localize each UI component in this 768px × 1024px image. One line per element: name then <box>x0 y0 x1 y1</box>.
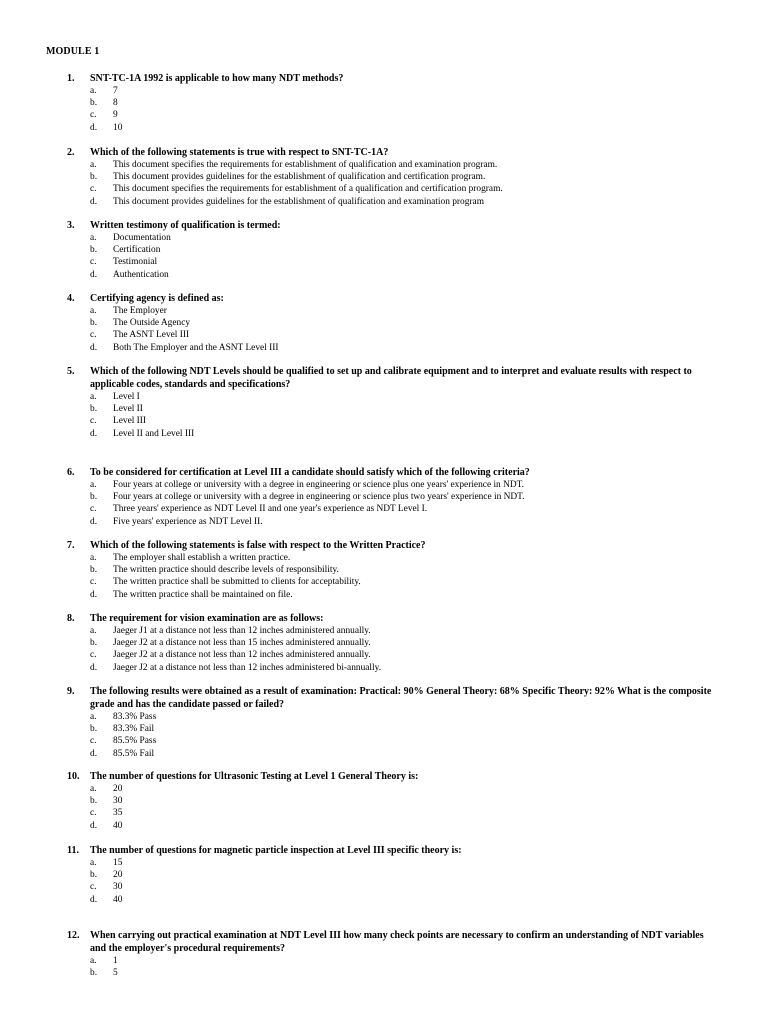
option-letter: d. <box>90 820 98 831</box>
option-text: The employer shall establish a written practice. <box>113 553 291 563</box>
option-text: 30 <box>113 882 123 893</box>
option-text: Documentation <box>113 233 171 243</box>
option-text: Authentication <box>113 269 169 280</box>
option-letter: a. <box>90 956 97 966</box>
option-letter: d. <box>90 662 98 673</box>
option-letter: b. <box>90 172 98 183</box>
option-letter: b. <box>90 638 98 649</box>
option <box>0 967 768 979</box>
option-letter: a. <box>90 306 97 316</box>
option-text: 8 <box>113 98 118 109</box>
option-text: Jaeger J2 at a distance not less than 15 inches administered annually. <box>113 638 371 649</box>
options-list <box>0 305 768 354</box>
option-text: Testimonial <box>113 257 158 268</box>
option-text: 35 <box>113 808 123 819</box>
option-text: Four years at college or university with a degree in engineering or science plus two years' experience in NDT. <box>113 492 525 503</box>
option-letter: d. <box>90 894 98 905</box>
option-text: 20 <box>113 784 123 794</box>
option <box>0 342 768 354</box>
option <box>0 783 768 795</box>
options-list <box>0 479 768 528</box>
question-3 <box>0 219 768 281</box>
option <box>0 894 768 906</box>
options-list <box>0 711 768 760</box>
option-letter: b. <box>90 245 98 256</box>
option-letter: b. <box>90 870 98 881</box>
option-letter: a. <box>90 784 97 794</box>
option-letter: b. <box>90 724 98 735</box>
option <box>0 196 768 208</box>
option-letter: a. <box>90 160 97 170</box>
option <box>0 479 768 491</box>
question-9 <box>0 685 768 760</box>
option <box>0 391 768 403</box>
option-text: 1 <box>113 956 118 966</box>
question-text: Which of the following NDT Levels should be qualified to set up and calibrate equipment and to interpret and evaluate results with respect to applicable codes, standards and specifications? <box>90 366 692 390</box>
question-10 <box>0 770 768 832</box>
option-letter: b. <box>90 404 98 415</box>
option <box>0 857 768 869</box>
question-8 <box>0 612 768 674</box>
option <box>0 723 768 735</box>
question-number: 1. <box>67 73 75 84</box>
option <box>0 869 768 881</box>
options-list <box>0 159 768 208</box>
option-text: Jaeger J2 at a distance not less than 12 inches administered bi-annually. <box>113 662 382 673</box>
option-text: 85.5% Fail <box>113 748 155 759</box>
option-letter: c. <box>90 416 97 427</box>
option <box>0 516 768 528</box>
question-number: 11. <box>67 845 79 856</box>
option-letter: a. <box>90 712 97 722</box>
question-2 <box>0 146 768 208</box>
option-letter: d. <box>90 269 98 280</box>
question-number: 2. <box>67 147 75 158</box>
option-letter: c. <box>90 577 97 588</box>
question-4 <box>0 292 768 354</box>
option-letter: d. <box>90 122 98 133</box>
option-text: The written practice shall be maintained on file. <box>113 589 293 600</box>
option-text: The written practice should describe levels of responsibility. <box>113 565 339 576</box>
option-text: Three years' experience as NDT Level II and one year's experience as NDT Level I. <box>113 504 428 515</box>
option-text: The written practice shall be submitted to clients for acceptability. <box>113 577 361 588</box>
question-text: Which of the following statements is true with respect to SNT-TC-1A? <box>90 147 389 158</box>
question-number: 4. <box>67 293 75 304</box>
question-text: The requirement for vision examination are as follows: <box>90 613 324 624</box>
option <box>0 748 768 760</box>
option-text: 40 <box>113 894 123 905</box>
option <box>0 552 768 564</box>
module-title: MODULE 1 <box>46 46 100 57</box>
option-text: This document provides guidelines for the establishment of qualification and certification program. <box>113 172 486 183</box>
option-text: This document provides guidelines for the establishment of qualification and examination program <box>113 196 484 207</box>
option-letter: a. <box>90 626 97 636</box>
option <box>0 171 768 183</box>
question-1 <box>0 72 768 134</box>
option-text: Jaeger J2 at a distance not less than 12 inches administered annually. <box>113 650 371 661</box>
option <box>0 305 768 317</box>
option <box>0 795 768 807</box>
option <box>0 589 768 601</box>
option-letter: c. <box>90 184 97 195</box>
option <box>0 269 768 281</box>
option-text: 15 <box>113 858 123 868</box>
option-text: Both The Employer and the ASNT Level III <box>113 342 279 353</box>
option <box>0 428 768 440</box>
option <box>0 317 768 329</box>
option-text: The Outside Agency <box>113 318 191 329</box>
option-letter: d. <box>90 516 98 527</box>
option <box>0 955 768 967</box>
options-list <box>0 625 768 674</box>
question-text: When carrying out practical examination at NDT Level III how many check points are necessary to confirm an understanding of NDT variables and the employer's procedural requirements? <box>90 930 704 954</box>
option <box>0 97 768 109</box>
option-letter: b. <box>90 968 98 979</box>
question-number: 12. <box>67 930 80 941</box>
question-number: 5. <box>67 366 75 377</box>
option <box>0 183 768 195</box>
option-letter: c. <box>90 330 97 341</box>
option-letter: d. <box>90 196 98 207</box>
option-letter: c. <box>90 504 97 515</box>
option <box>0 232 768 244</box>
option-text: Level III <box>113 416 147 427</box>
option <box>0 403 768 415</box>
options-list <box>0 783 768 832</box>
question-11 <box>0 844 768 906</box>
option-text: This document specifies the requirements for establishment of a qualification and certification program. <box>113 184 503 195</box>
option-text: 83.3% Fail <box>113 724 155 735</box>
option <box>0 564 768 576</box>
option <box>0 881 768 893</box>
option-letter: a. <box>90 553 97 563</box>
option-letter: a. <box>90 392 97 402</box>
option-letter: b. <box>90 565 98 576</box>
options-list <box>0 391 768 440</box>
option-text: 40 <box>113 820 123 831</box>
option-text: Four years at college or university with a degree in engineering or science plus one years' experience in NDT. <box>113 480 524 490</box>
question-7 <box>0 539 768 601</box>
option <box>0 807 768 819</box>
option-text: 85.5% Pass <box>113 736 157 747</box>
option <box>0 159 768 171</box>
option <box>0 637 768 649</box>
question-number: 10. <box>67 771 80 782</box>
option-letter: b. <box>90 98 98 109</box>
option-text: 83.3% Pass <box>113 712 157 722</box>
option <box>0 735 768 747</box>
question-number: 7. <box>67 540 75 551</box>
option-letter: a. <box>90 86 97 96</box>
question-text: Which of the following statements is false with respect to the Written Practice? <box>90 540 426 551</box>
option-letter: c. <box>90 808 97 819</box>
options-list <box>0 232 768 281</box>
option-text: The ASNT Level III <box>113 330 190 341</box>
question-text: The number of questions for Ultrasonic Testing at Level 1 General Theory is: <box>90 771 419 782</box>
option-text: Level I <box>113 392 140 402</box>
option-letter: d. <box>90 589 98 600</box>
question-text: Certifying agency is defined as: <box>90 293 224 304</box>
options-list <box>0 85 768 134</box>
option-text: Level II <box>113 404 143 415</box>
option-text: 5 <box>113 968 118 979</box>
option-text: Certification <box>113 245 161 256</box>
question-5 <box>0 365 768 440</box>
option-letter: c. <box>90 650 97 661</box>
option <box>0 256 768 268</box>
option <box>0 711 768 723</box>
question-text: The following results were obtained as a result of examination: Practical: 90% General Theory: 68% Specific Theory: 92% What is the composite grade and has the candidate passed or failed? <box>90 686 712 710</box>
option <box>0 576 768 588</box>
option-letter: b. <box>90 492 98 503</box>
option-letter: c. <box>90 110 97 121</box>
option-letter: c. <box>90 257 97 268</box>
options-list <box>0 857 768 906</box>
question-number: 6. <box>67 467 75 478</box>
option <box>0 85 768 97</box>
option-letter: d. <box>90 748 98 759</box>
option <box>0 503 768 515</box>
option-letter: a. <box>90 480 97 490</box>
option <box>0 625 768 637</box>
option-text: 9 <box>113 110 118 121</box>
option-text: Level II and Level III <box>113 428 195 439</box>
option-letter: d. <box>90 428 98 439</box>
option-text: 20 <box>113 870 123 881</box>
question-12 <box>0 929 768 979</box>
option-letter: a. <box>90 233 97 243</box>
question-text: SNT-TC-1A 1992 is applicable to how many NDT methods? <box>90 73 344 84</box>
option <box>0 649 768 661</box>
option-text: Jaeger J1 at a distance not less than 12 inches administered annually. <box>113 626 371 636</box>
option-letter: c. <box>90 736 97 747</box>
question-text: Written testimony of qualification is termed: <box>90 220 281 231</box>
option-letter: d. <box>90 342 98 353</box>
option <box>0 122 768 134</box>
option-text: The Employer <box>113 306 167 316</box>
option-text: 30 <box>113 796 123 807</box>
question-text: To be considered for certification at Level III a candidate should satisfy which of the following criteria? <box>90 467 530 478</box>
option-letter: b. <box>90 796 98 807</box>
options-list <box>0 955 768 979</box>
option-letter: b. <box>90 318 98 329</box>
option <box>0 244 768 256</box>
question-number: 3. <box>67 220 75 231</box>
question-number: 8. <box>67 613 75 624</box>
option <box>0 820 768 832</box>
option <box>0 491 768 503</box>
question-number: 9. <box>67 686 75 697</box>
option <box>0 329 768 341</box>
option-letter: c. <box>90 882 97 893</box>
options-list <box>0 552 768 601</box>
option <box>0 109 768 121</box>
option-text: Five years' experience as NDT Level II. <box>113 516 263 527</box>
option <box>0 415 768 427</box>
option-text: 7 <box>113 86 118 96</box>
question-text: The number of questions for magnetic particle inspection at Level III specific theory is: <box>90 845 462 856</box>
option-text: This document specifies the requirements for establishment of qualification and examination program. <box>113 160 498 170</box>
option-letter: a. <box>90 858 97 868</box>
option-text: 10 <box>113 122 123 133</box>
option <box>0 662 768 674</box>
question-6 <box>0 466 768 528</box>
